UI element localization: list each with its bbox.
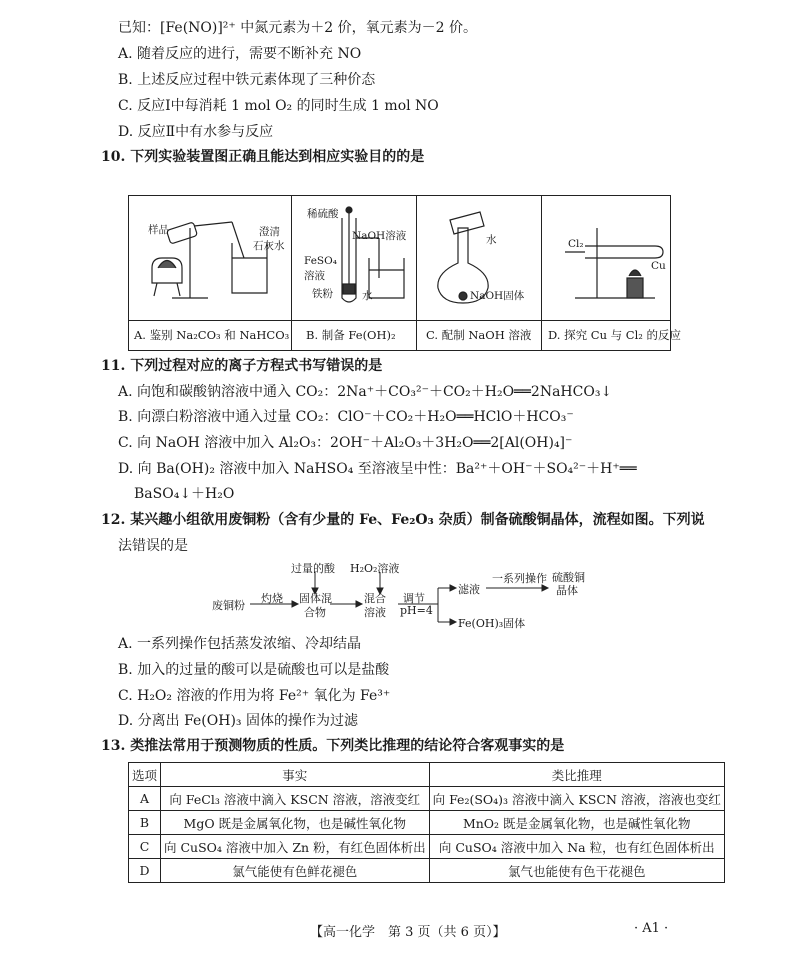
q12-option-b: B. 加入的过量的酸可以是硫酸也可以是盐酸 bbox=[118, 662, 390, 678]
apparatus-a-diagram bbox=[132, 198, 288, 318]
flow-solid-1: 固体混 bbox=[299, 592, 332, 605]
q12-option-c: C. H₂O₂ 溶液的作用为将 Fe²⁺ 氧化为 Fe³⁺ bbox=[118, 688, 391, 704]
label-sample: 样品 bbox=[148, 224, 169, 236]
q11-option-d-cont: BaSO₄↓＋H₂O bbox=[134, 486, 235, 502]
header-option: 选项 bbox=[129, 763, 161, 787]
row-analogy: 向 CuSO₄ 溶液中加入 Na 粒，也有红色固体析出 bbox=[429, 835, 724, 859]
flow-product-1: 硫酸铜 bbox=[552, 571, 585, 584]
table-row bbox=[129, 811, 725, 835]
label-water-c: 水 bbox=[486, 234, 497, 246]
apparatus-d-diagram bbox=[545, 198, 665, 318]
flow-burn: 灼烧 bbox=[261, 592, 283, 605]
flow-start: 废铜粉 bbox=[212, 599, 245, 612]
q11-option-d: D. 向 Ba(OH)₂ 溶液中加入 NaHSO₄ 至溶液呈中性：Ba²⁺＋OH⁻＋SO₄²⁻＋H⁺══ bbox=[118, 461, 637, 477]
row-label: C bbox=[129, 835, 161, 859]
row-fact: MgO 既是金属氧化物，也是碱性氧化物 bbox=[161, 811, 430, 835]
flow-h2o2: H₂O₂溶液 bbox=[350, 562, 400, 575]
row-label: A bbox=[129, 787, 161, 811]
row-fact: 向 CuSO₄ 溶液中加入 Zn 粉，有红色固体析出 bbox=[161, 835, 430, 859]
label-iron-powder: 铁粉 bbox=[312, 288, 333, 300]
flow-adjust-1: 调节 bbox=[403, 592, 425, 605]
page-footer: 【高一化学 第 3 页（共 6 页）】 bbox=[310, 925, 506, 940]
q12-stem-cont: 法错误的是 bbox=[118, 538, 188, 554]
table-row bbox=[129, 859, 725, 883]
label-water-b: 水 bbox=[362, 290, 373, 302]
label-naoh-solution: NaOH溶液 bbox=[352, 230, 407, 242]
q13-stem: 13. 类推法常用于预测物质的性质。下列类比推理的结论符合客观事实的是 bbox=[101, 738, 565, 754]
q9-option-c: C. 反应Ⅰ中每消耗 1 mol O₂ 的同时生成 1 mol NO bbox=[118, 98, 439, 114]
q9-option-d: D. 反应Ⅱ中有水参与反应 bbox=[118, 124, 274, 140]
q13-comparison-table bbox=[128, 762, 725, 883]
header-analogy: 类比推理 bbox=[429, 763, 724, 787]
caption-c: C. 配制 NaOH 溶液 bbox=[426, 328, 532, 342]
flow-solid-2: 合物 bbox=[304, 606, 326, 619]
label-dilute-acid: 稀硫酸 bbox=[307, 208, 339, 220]
label-solution: 溶液 bbox=[304, 270, 325, 282]
label-cu: Cu bbox=[651, 260, 666, 272]
flow-filtrate: 滤液 bbox=[458, 583, 480, 596]
q10-stem: 10. 下列实验装置图正确且能达到相应实验目的的是 bbox=[101, 149, 425, 165]
flow-adjust-2: pH=4 bbox=[400, 604, 433, 617]
flow-product-2: 晶体 bbox=[556, 584, 578, 597]
q11-option-c: C. 向 NaOH 溶液中加入 Al₂O₃：2OH⁻＋Al₂O₃＋3H₂O══2[Al(OH)₄]⁻ bbox=[118, 435, 573, 451]
label-limewater-1: 澄清 bbox=[259, 226, 280, 238]
flow-series: 一系列操作 bbox=[492, 572, 547, 585]
label-cl2: Cl₂ bbox=[568, 238, 584, 250]
label-limewater-2: 石灰水 bbox=[253, 240, 285, 252]
q11-option-b: B. 向漂白粉溶液中通入过量 CO₂：ClO⁻＋CO₂＋H₂O══HClO＋HCO₃⁻ bbox=[118, 409, 574, 425]
q11-stem: 11. 下列过程对应的离子方程式书写错误的是 bbox=[101, 358, 383, 374]
q12-option-a: A. 一系列操作包括蒸发浓缩、冷却结晶 bbox=[118, 636, 362, 652]
row-label: D bbox=[129, 859, 161, 883]
flow-acid: 过量的酸 bbox=[291, 562, 335, 575]
paper-code: · A1 · bbox=[634, 921, 669, 936]
header-fact: 事实 bbox=[161, 763, 430, 787]
label-naoh-solid: NaOH固体 bbox=[470, 290, 525, 302]
flow-feoh3: Fe(OH)₃固体 bbox=[458, 617, 526, 630]
label-feso4: FeSO₄ bbox=[304, 255, 337, 267]
table-row bbox=[129, 787, 725, 811]
q12-option-d: D. 分离出 Fe(OH)₃ 固体的操作为过滤 bbox=[118, 713, 358, 729]
q9-note: 已知：[Fe(NO)]²⁺ 中氮元素为＋2 价，氧元素为－2 价。 bbox=[118, 20, 477, 36]
flow-mix-2: 溶液 bbox=[364, 606, 386, 619]
caption-b: B. 制备 Fe(OH)₂ bbox=[306, 328, 396, 342]
q9-option-b: B. 上述反应过程中铁元素体现了三种价态 bbox=[118, 72, 376, 88]
row-label: B bbox=[129, 811, 161, 835]
caption-a: A. 鉴别 Na₂CO₃ 和 NaHCO₃ bbox=[134, 328, 290, 342]
q9-option-a: A. 随着反应的进行，需要不断补充 NO bbox=[118, 46, 362, 62]
row-analogy: MnO₂ 既是金属氧化物，也是碱性氧化物 bbox=[429, 811, 724, 835]
row-fact: 向 FeCl₃ 溶液中滴入 KSCN 溶液，溶液变红 bbox=[161, 787, 430, 811]
row-fact: 氯气能使有色鲜花褪色 bbox=[161, 859, 430, 883]
flow-mix-1: 混合 bbox=[364, 592, 386, 605]
row-analogy: 氯气也能使有色干花褪色 bbox=[429, 859, 724, 883]
caption-d: D. 探究 Cu 与 Cl₂ 的反应 bbox=[548, 328, 682, 342]
q11-option-a: A. 向饱和碳酸钠溶液中通入 CO₂：2Na⁺＋CO₃²⁻＋CO₂＋H₂O══2NaHCO₃↓ bbox=[118, 384, 613, 400]
q12-stem: 12. 某兴趣小组欲用废铜粉（含有少量的 Fe、Fe₂O₃ 杂质）制备硫酸铜晶体，流程如图。下列说 bbox=[101, 512, 705, 528]
table-header-row bbox=[129, 763, 725, 787]
row-analogy: 向 Fe₂(SO₄)₃ 溶液中滴入 KSCN 溶液，溶液也变红 bbox=[429, 787, 724, 811]
table-row bbox=[129, 835, 725, 859]
